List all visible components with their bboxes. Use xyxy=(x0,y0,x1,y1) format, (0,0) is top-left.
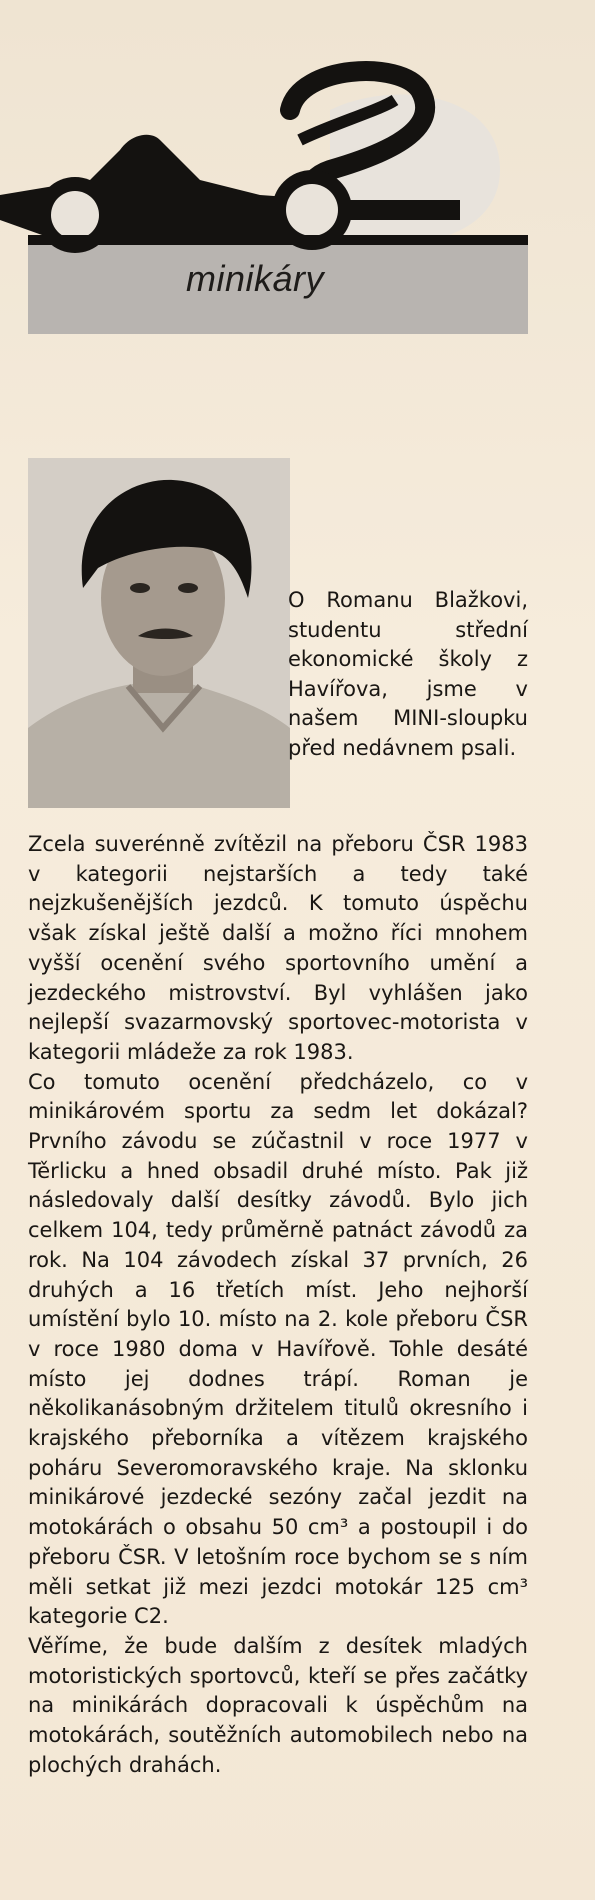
logo-baseline xyxy=(28,235,528,245)
article-paragraph: Co tomuto ocenění předcházelo, co v minikárovém sportu za sedm let dokázal? Prvního závodu se zúčastnil v roce 1977 v Těrlicku a hned obsadil druhé místo. Pak již následovaly další desítky závodů. Bylo jich celkem 104, tedy průměrně patnáct závodů za rok. Na 104 závodech získal 37 prvních, 26 druhých a 16 třetích míst. Jeho nejhorší umístění bylo 10. místo na 2. kole přeboru ČSR v roce 1980 doma v Havířově. Tohle desáté místo jej dodnes trápí. Roman je několikanásobným držitelem titulů okresního i krajského přeborníka a vítězem krajského poháru Severomoravského kraje. Na sklonku minikárové jezdecké sezóny začal jezdit na motokárách o obsahu 50 cm³ a postoupil i do přeboru ČSR. V letošním roce bychom se s ním měli setkat již mezi jezdci motokár 125 cm³ kategorie C2. xyxy=(28,1069,528,1629)
portrait-photo-icon xyxy=(28,458,290,808)
logo-front-wheel-hub xyxy=(51,191,99,239)
section-title: minikáry xyxy=(186,258,325,299)
article-intro: O Romanu Blažkovi, studentu střední ekonomické školy z Havířova, jsme v našem MINI-sloupku před nedávnem psali. xyxy=(288,588,528,760)
logo-rear-wheel-hub xyxy=(286,184,338,236)
portrait-illustration xyxy=(28,458,290,808)
article-paragraph: Věříme, že bude dalším z desítek mladých motoristických sportovců, kteří se přes začátky na minikárách dopracovali k úspěchům na motokárách, soutěžních automobilech nebo na plochých drahách. xyxy=(28,1633,528,1777)
minikart-logo-icon xyxy=(0,40,540,280)
photo-eye-right xyxy=(178,583,198,593)
photo-eye-left xyxy=(130,583,150,593)
article-body xyxy=(28,830,528,1781)
article-paragraph: Zcela suverénně zvítězil na přeboru ČSR 1983 v kategorii nejstarších a tedy také nejzkušenějších jezdců. K tomuto úspěchu však získal ještě další a možno říci mnohem vyšší ocenění svého sportovního umění a jezdeckého mistrovství. Byl vyhlášen jako nejlepší svazarmovský sportovec-motorista v kategorii mládeže za rok 1983. xyxy=(28,832,528,1064)
